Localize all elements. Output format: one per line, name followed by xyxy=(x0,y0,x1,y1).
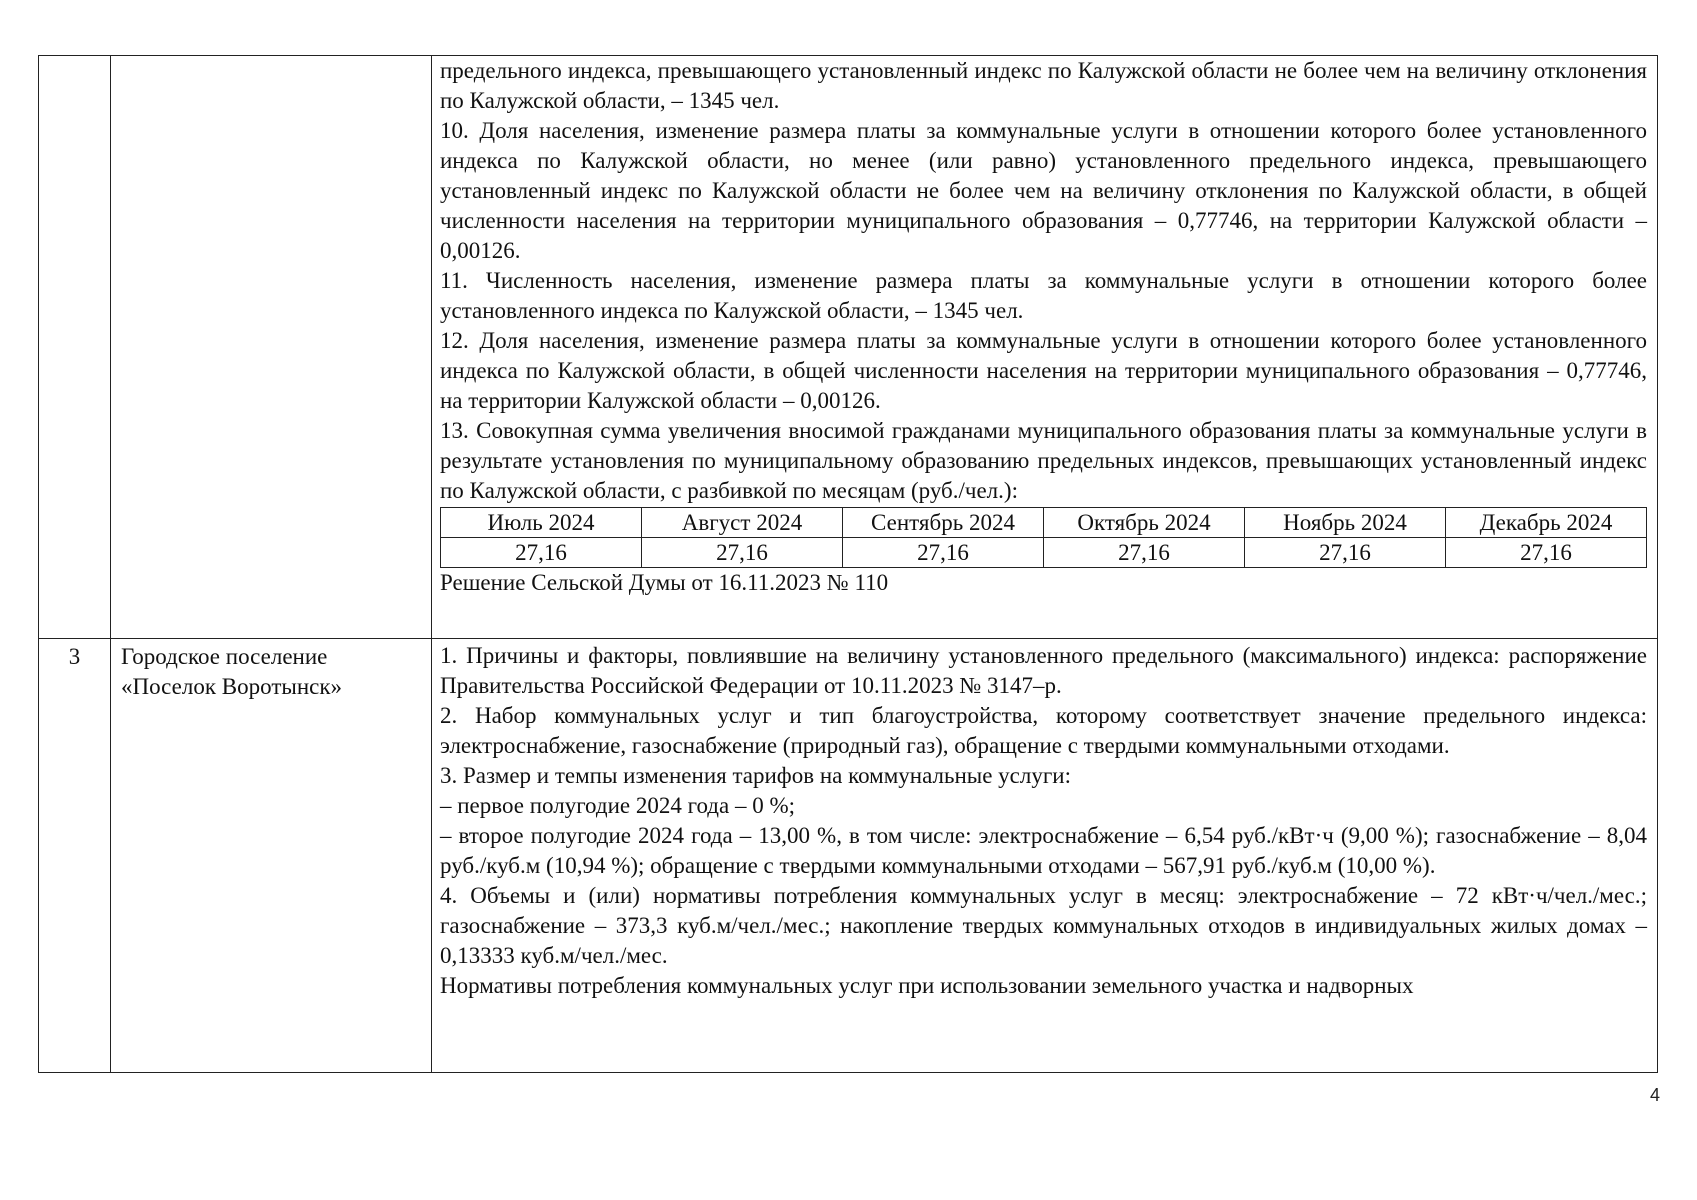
decision-reference: Решение Сельской Думы от 16.11.2023 № 110 xyxy=(440,570,889,595)
paragraph: Нормативы потребления коммунальных услуг при использовании земельного участка и надворных xyxy=(440,973,1414,998)
table-row xyxy=(39,639,1658,1073)
paragraph: – первое полугодие 2024 года – 0 %; xyxy=(440,793,796,818)
paragraph: предельного индекса, превышающего установленный индекс по Калужской области не более чем на величину отклонения по Калужской области, – 1345 чел. xyxy=(440,58,1647,113)
paragraph: 12. Доля населения, изменение размера платы за коммунальные услуги в отношении которого более установленного индекса по Калужской области, в общей численности населения на территории муниципального образования – 0,77746, на территории Калужской области – 0,00126. xyxy=(440,328,1647,413)
month-value: 27,16 xyxy=(1044,538,1245,568)
month-value-row xyxy=(441,538,1647,568)
row-number xyxy=(39,56,111,639)
paragraph: 13. Совокупная сумма увеличения вносимой гражданами муниципального образования платы за коммунальные услуги в результате установления по муниципальному образованию предельных индексов, превышающих установленный индекс по Калужской области, с разбивкой по месяцам (руб./чел.): xyxy=(440,418,1647,503)
description-cell xyxy=(432,639,1658,1073)
month-value: 27,16 xyxy=(441,538,642,568)
paragraph: 3. Размер и темпы изменения тарифов на коммунальные услуги: xyxy=(440,763,1071,788)
month-header: Октябрь 2024 xyxy=(1044,508,1245,538)
paragraph: 11. Численность населения, изменение размера платы за коммунальные услуги в отношении которого более установленного индекса по Калужской области, – 1345 чел. xyxy=(440,268,1647,323)
municipality-name-line: «Поселок Воротынск» xyxy=(121,674,343,699)
municipality-name-line: Городское поселение xyxy=(121,644,328,669)
paragraph: 4. Объемы и (или) нормативы потребления коммунальных услуг в месяц: электроснабжение – 72 кВт·ч/чел./мес.; газоснабжение – 373,3 куб.м/чел./мес.; накопление твердых коммунальных отходов в индивидуальных жилых домах – 0,13333 куб.м/чел./мес. xyxy=(440,883,1647,968)
paragraph: 2. Набор коммунальных услуг и тип благоустройства, которому соответствует значение предельного индекса: электроснабжение, газоснабжение (природный газ), обращение с твердыми коммунальными отходами. xyxy=(440,703,1647,758)
month-value: 27,16 xyxy=(1446,538,1647,568)
month-header: Сентябрь 2024 xyxy=(843,508,1044,538)
monthly-sum-table xyxy=(440,507,1647,568)
paragraph: 10. Доля населения, изменение размера платы за коммунальные услуги в отношении которого более установленного индекса по Калужской области, но менее (или равно) установленного предельного индекса, превышающего установленный индекс по Калужской области не более чем на величину отклонения по Калужской области, в общей численности населения на территории муниципального образования – 0,77746, на территории Калужской области – 0,00126. xyxy=(440,118,1647,263)
municipality-name xyxy=(111,639,432,1073)
page-number: 4 xyxy=(1649,1085,1660,1105)
row-number: 3 xyxy=(39,639,111,1073)
month-header: Август 2024 xyxy=(642,508,843,538)
indices-table xyxy=(38,55,1658,1073)
paragraph: – второе полугодие 2024 года – 13,00 %, в том числе: электроснабжение – 6,54 руб./кВт·ч (9,00 %); газоснабжение – 8,04 руб./куб.м (10,94 %); обращение с твердыми коммунальными отходами – 567,91 руб./куб.м (10,00 %). xyxy=(440,823,1647,878)
description-cell xyxy=(432,56,1658,639)
month-header-row xyxy=(441,508,1647,538)
month-value: 27,16 xyxy=(642,538,843,568)
municipality-name xyxy=(111,56,432,639)
month-header: Июль 2024 xyxy=(441,508,642,538)
paragraph: 1. Причины и факторы, повлиявшие на величину установленного предельного (максимального) индекса: распоряжение Правительства Российской Федерации от 10.11.2023 № 3147–р. xyxy=(440,643,1647,698)
month-value: 27,16 xyxy=(843,538,1044,568)
table-row xyxy=(39,56,1658,639)
month-header: Декабрь 2024 xyxy=(1446,508,1647,538)
month-value: 27,16 xyxy=(1245,538,1446,568)
month-header: Ноябрь 2024 xyxy=(1245,508,1446,538)
